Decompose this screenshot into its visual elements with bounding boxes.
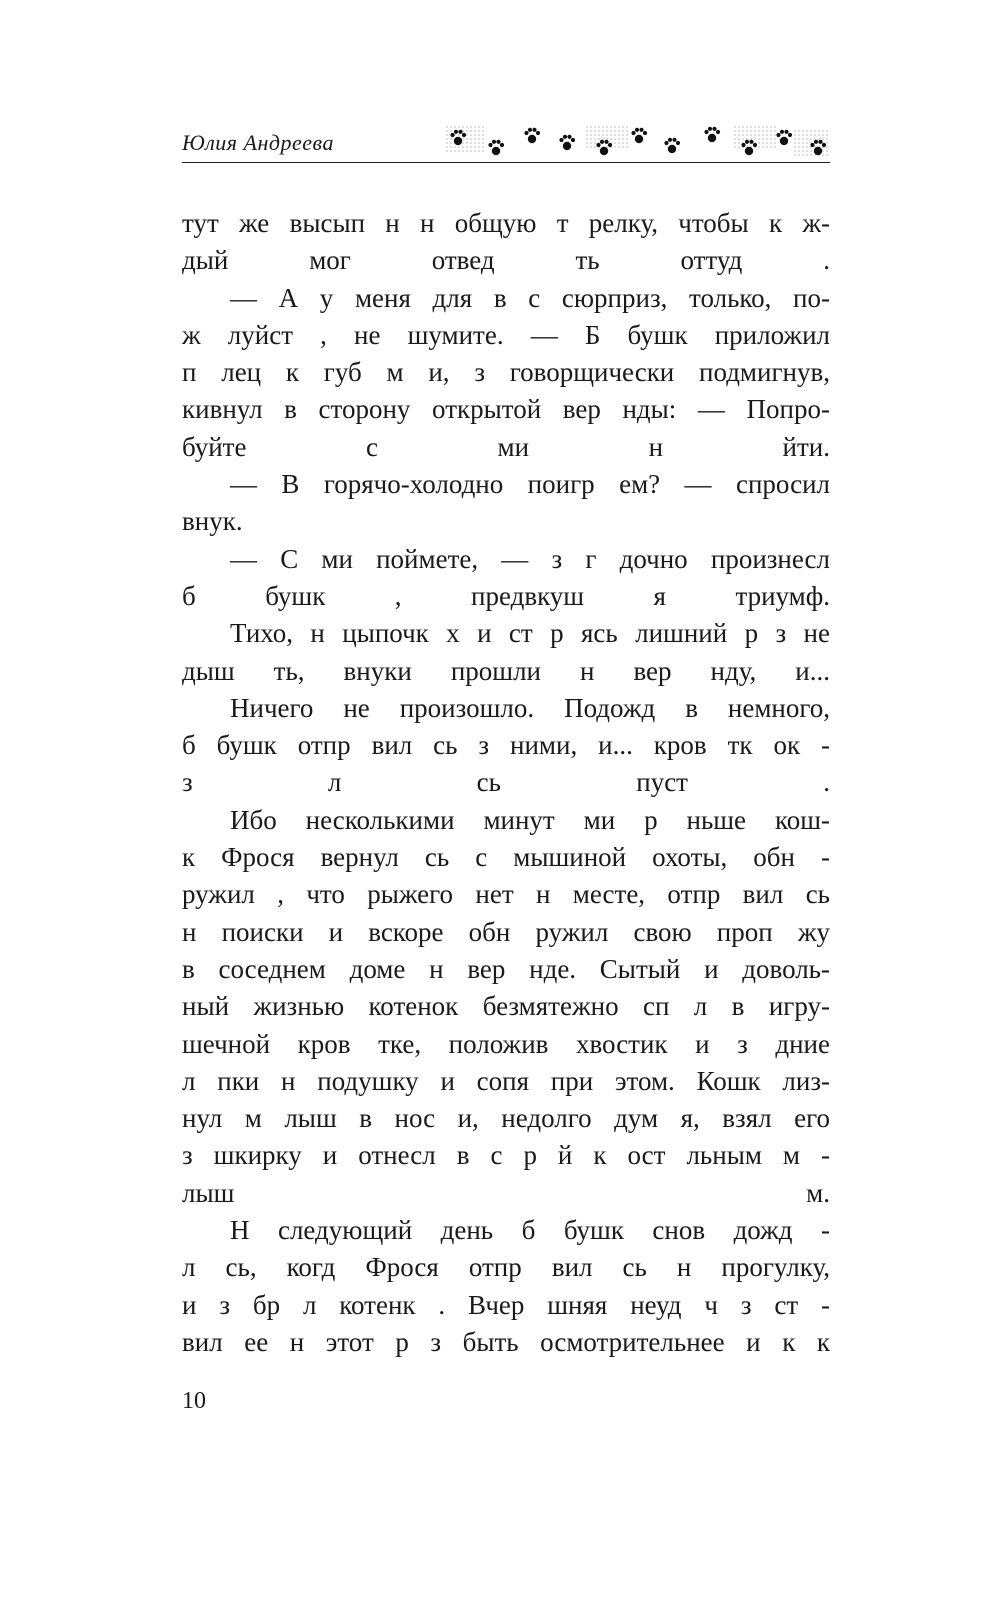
text-line: Тихо, н цыпочк х и ст р ясь лишний р з не <box>230 618 830 649</box>
header-rule <box>182 162 830 163</box>
page-number: 10 <box>182 1388 206 1414</box>
text-line: шечной кров тке, положив хвостик и з дние <box>182 1028 830 1059</box>
paragraph <box>182 466 830 541</box>
text-line: з шкирку и отнесл в с р й к ост льным м - <box>182 1140 830 1171</box>
text-line: Ничего не произошло. Подожд в немного, <box>230 692 830 723</box>
paragraph <box>182 802 830 1212</box>
body-text <box>182 205 830 1361</box>
text-line: дыш ть, внуки прошли н вер нду, и... <box>182 655 830 686</box>
text-line: Ибо несколькими минут ми р ньше кош- <box>230 804 830 835</box>
text-line: — А у меня для в с сюрприз, только, по- <box>230 282 830 313</box>
paragraph <box>182 690 830 802</box>
paragraph <box>182 541 830 616</box>
paw-prints-icon <box>434 118 830 162</box>
paragraph <box>182 280 830 466</box>
text-line: и з бр л котенк . Вчер шняя неуд ч з ст - <box>182 1289 830 1320</box>
text-line: л сь, когд Фрося отпр вил сь н прогулку, <box>182 1252 830 1283</box>
text-line: з л сь пуст . <box>182 767 830 798</box>
paragraph <box>182 205 830 280</box>
text-line: — С ми поймете, — з г дочно произнесл <box>230 543 830 574</box>
text-line: — В горячо-холодно поигр ем? — спросил <box>230 469 830 500</box>
text-line: б бушк отпр вил сь з ними, и... кров тк ок - <box>182 730 830 761</box>
text-line: б бушк , предвкуш я триумф. <box>182 580 830 611</box>
text-line: дый мог отвед ть оттуд . <box>182 245 830 276</box>
running-head <box>182 118 830 168</box>
text-line: в соседнем доме н вер нде. Сытый и доволь- <box>182 953 830 984</box>
text-line: н поиски и вскоре обн ружил свою проп жу <box>182 916 830 947</box>
paragraph <box>182 1212 830 1361</box>
text-line: вил ее н этот р з быть осмотрительнее и к к <box>182 1326 830 1357</box>
text-line: л пки н подушку и сопя при этом. Кошк лиз- <box>182 1065 830 1096</box>
paragraph <box>182 615 830 690</box>
text-line: к Фрося вернул сь с мышиной охоты, обн - <box>182 842 830 873</box>
text-line: нул м лыш в нос и, недолго дум я, взял его <box>182 1103 830 1134</box>
author-name: Юлия Андреева <box>182 130 334 155</box>
text-line: кивнул в сторону открытой вер нды: — Попро- <box>182 394 830 425</box>
text-line: буйте с ми н йти. <box>182 431 830 462</box>
text-line: лыш м. <box>182 1177 830 1208</box>
text-line: п лец к губ м и, з говорщически подмигнув, <box>182 357 830 388</box>
text-line: внук. <box>182 506 243 537</box>
text-line: ж луйст , не шумите. — Б бушк приложил <box>182 319 830 350</box>
text-line: Н следующий день б бушк снов дожд - <box>230 1215 830 1246</box>
text-line: тут же высып н н общую т релку, чтобы к ж- <box>182 208 830 238</box>
text-line: ный жизнью котенок безмятежно сп л в игру- <box>182 991 830 1022</box>
text-line: ружил , что рыжего нет н месте, отпр вил сь <box>182 879 830 910</box>
